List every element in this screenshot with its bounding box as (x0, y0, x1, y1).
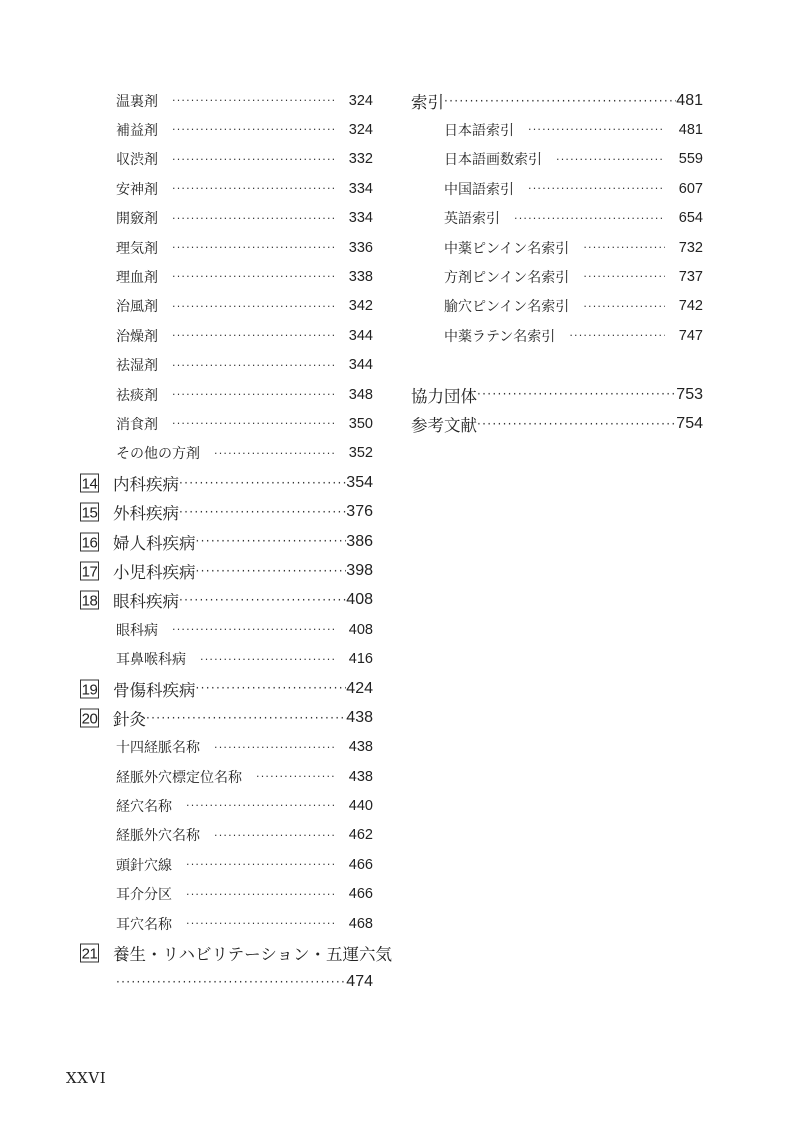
chapter-title: 養生・リハビリテーション・五運六気 (113, 945, 393, 965)
page-number: 334 (348, 210, 373, 227)
toc-entry[interactable] (80, 733, 373, 762)
page-number: 438 (348, 768, 373, 785)
dot-leader (116, 975, 346, 989)
chapter-title: 婦人科疾病 (113, 533, 196, 553)
dot-leader (186, 917, 335, 930)
page-folio: XXVI (66, 1069, 107, 1087)
toc-entry[interactable] (411, 233, 703, 262)
dot-leader (556, 153, 665, 166)
toc-entry[interactable] (80, 86, 373, 115)
page-number: 408 (348, 621, 373, 638)
page-number: 424 (346, 679, 373, 697)
dot-leader (528, 123, 665, 136)
toc-entry[interactable] (411, 174, 703, 203)
chapter-number-badge: 21 (81, 945, 98, 963)
page-number: 559 (678, 151, 703, 168)
toc-entry[interactable] (80, 821, 373, 850)
dot-leader (514, 212, 665, 225)
dot-leader (528, 182, 665, 195)
dot-leader (172, 153, 335, 166)
dot-leader (172, 182, 335, 195)
dot-leader (196, 681, 347, 695)
page-number: 408 (346, 591, 373, 609)
page-number: 348 (348, 386, 373, 403)
toc-entry[interactable] (80, 850, 373, 879)
entry-title: 安神剤 (116, 181, 158, 198)
toc-entry[interactable] (80, 762, 373, 791)
chapter-number-badge: 17 (81, 563, 98, 581)
entry-title: 日本語索引 (444, 123, 514, 140)
page-number: 336 (348, 239, 373, 256)
toc-entry[interactable] (80, 115, 373, 144)
dot-leader (172, 388, 335, 401)
dot-leader (477, 387, 676, 401)
dot-leader (186, 888, 335, 901)
chapter-number-badge: 18 (81, 592, 98, 610)
dot-leader (256, 770, 335, 783)
chapter-title: 小児科疾病 (113, 562, 196, 582)
toc-entry[interactable] (80, 262, 373, 291)
entry-title: 頭針穴線 (116, 857, 172, 874)
page-number: 324 (348, 122, 373, 139)
dot-leader (214, 829, 335, 842)
toc-entry[interactable] (80, 380, 373, 409)
entry-title: 中薬ピンイン名索引 (444, 240, 570, 257)
entry-title: 経脈外穴名称 (116, 828, 200, 845)
page-number: 466 (348, 856, 373, 873)
page-number: 438 (346, 708, 373, 726)
toc-entry[interactable] (80, 880, 373, 909)
toc-chapter-entry[interactable] (80, 938, 393, 967)
page-number: 438 (348, 739, 373, 756)
toc-entry[interactable] (80, 292, 373, 321)
entry-title: 経脈外穴標定位名称 (116, 769, 242, 786)
dot-leader (583, 241, 664, 254)
toc-index-entry[interactable] (411, 86, 703, 115)
toc-entry[interactable] (80, 791, 373, 820)
dot-leader (172, 212, 335, 225)
toc-entry[interactable] (411, 145, 703, 174)
chapter-title: 針灸 (113, 709, 146, 729)
toc-entry[interactable] (80, 439, 373, 468)
toc-entry[interactable] (80, 351, 373, 380)
page-number: 376 (346, 503, 373, 521)
entry-title: 補益剤 (116, 123, 158, 140)
dot-leader (172, 417, 335, 430)
dot-leader (172, 94, 335, 107)
entry-title: 中国語索引 (444, 181, 514, 198)
toc-entry[interactable] (411, 262, 703, 291)
toc-entry[interactable] (411, 204, 703, 233)
entry-title: 開竅剤 (116, 211, 158, 228)
page-number: 466 (348, 886, 373, 903)
entry-title: 中薬ラテン名索引 (444, 328, 556, 345)
page-number: 334 (348, 180, 373, 197)
page-number: 753 (676, 385, 703, 403)
dot-leader (146, 711, 346, 725)
chapter-number-badge: 14 (81, 475, 98, 493)
page-number: 398 (346, 561, 373, 579)
spacer (411, 351, 703, 380)
dot-leader (172, 300, 335, 313)
chapter-title: 外科疾病 (113, 504, 179, 524)
toc-entry[interactable] (80, 644, 373, 673)
chapter-number-badge: 16 (81, 534, 98, 552)
dot-leader (196, 534, 347, 548)
entry-title: 治燥剤 (116, 328, 158, 345)
dot-leader (172, 359, 335, 372)
dot-leader (172, 270, 335, 283)
page-number: 742 (678, 298, 703, 315)
page-number: 416 (348, 651, 373, 668)
page-number: 468 (348, 915, 373, 932)
entry-title: 収渋剤 (116, 152, 158, 169)
dot-leader (444, 94, 676, 108)
page-number: 747 (678, 327, 703, 344)
toc-entry[interactable] (80, 204, 373, 233)
page-number: 344 (348, 357, 373, 374)
entry-title: 耳介分区 (116, 887, 172, 904)
dot-leader (179, 505, 346, 519)
page-number: 342 (348, 298, 373, 315)
page-number: 386 (346, 532, 373, 550)
page-number: 481 (678, 122, 703, 139)
page-number: 481 (676, 91, 703, 109)
dot-leader (172, 329, 335, 342)
dot-leader (583, 270, 664, 283)
toc-chapter-entry[interactable] (80, 497, 373, 526)
toc-chapter-entry[interactable] (80, 703, 373, 732)
chapter-title: 骨傷科疾病 (113, 680, 196, 700)
toc-chapter-entry[interactable] (80, 586, 373, 615)
dot-leader (186, 799, 335, 812)
dot-leader (186, 858, 335, 871)
toc-entry[interactable] (80, 321, 373, 350)
toc-entry[interactable] (80, 174, 373, 203)
entry-title: 耳鼻喉科病 (116, 652, 186, 669)
entry-title: 耳穴名称 (116, 916, 172, 933)
page-number: 732 (678, 239, 703, 256)
entry-title: 十四経脈名称 (116, 740, 200, 757)
page-number: 350 (348, 415, 373, 432)
dot-leader (477, 417, 676, 431)
toc-entry[interactable] (411, 321, 703, 350)
dot-leader (583, 300, 664, 313)
entry-title: 温裏剤 (116, 93, 158, 110)
entry-title: 腧穴ピンイン名索引 (444, 299, 570, 316)
entry-title: 日本語画数索引 (444, 152, 542, 169)
entry-title: 方剤ピンイン名索引 (444, 270, 570, 287)
page-number: 737 (678, 269, 703, 286)
page-number: 354 (346, 473, 373, 491)
toc-entry[interactable] (411, 115, 703, 144)
toc-entry[interactable] (411, 292, 703, 321)
page-number: 332 (348, 151, 373, 168)
page-number: 474 (346, 973, 373, 991)
entry-title: 索引 (411, 92, 444, 112)
entry-title: その他の方剤 (116, 446, 200, 463)
page-number: 344 (348, 327, 373, 344)
entry-title: 治風剤 (116, 299, 158, 316)
toc-entry[interactable] (80, 409, 373, 438)
chapter-title: 眼科疾病 (113, 592, 179, 612)
entry-title: 経穴名称 (116, 799, 172, 816)
page-number: 462 (348, 827, 373, 844)
toc-chapter-continuation[interactable] (80, 968, 373, 997)
page-number: 654 (678, 210, 703, 227)
toc-chapter-entry[interactable] (80, 674, 373, 703)
page-number: 440 (348, 798, 373, 815)
toc-left-column (80, 86, 393, 997)
toc-back-matter-entry[interactable] (411, 409, 703, 438)
dot-leader (179, 593, 346, 607)
chapter-number-badge: 15 (81, 504, 98, 522)
dot-leader (196, 564, 347, 578)
dot-leader (172, 123, 335, 136)
page-number: 352 (348, 445, 373, 462)
toc-entry[interactable] (80, 909, 373, 938)
dot-leader (200, 653, 335, 666)
toc-entry[interactable] (80, 615, 373, 644)
entry-title: 眼科病 (116, 622, 158, 639)
entry-title: 祛湿剤 (116, 358, 158, 375)
dot-leader (569, 329, 664, 342)
entry-title: 理血剤 (116, 270, 158, 287)
page-number: 324 (348, 92, 373, 109)
chapter-number-badge: 20 (81, 710, 98, 728)
page-number: 607 (678, 180, 703, 197)
page-number: 338 (348, 269, 373, 286)
entry-title: 協力団体 (411, 386, 477, 406)
dot-leader (172, 623, 335, 636)
toc-right-column (411, 86, 703, 439)
dot-leader (179, 476, 346, 490)
entry-title: 祛痰剤 (116, 387, 158, 404)
entry-title: 参考文献 (411, 415, 477, 435)
page-number: 754 (676, 414, 703, 432)
toc-entry[interactable] (80, 233, 373, 262)
entry-title: 消食剤 (116, 416, 158, 433)
toc-chapter-entry[interactable] (80, 527, 373, 556)
toc-entry[interactable] (80, 145, 373, 174)
toc-chapter-entry[interactable] (80, 468, 373, 497)
toc-back-matter-entry[interactable] (411, 380, 703, 409)
entry-title: 理気剤 (116, 240, 158, 257)
toc-chapter-entry[interactable] (80, 556, 373, 585)
entry-title: 英語索引 (444, 211, 500, 228)
chapter-title: 内科疾病 (113, 474, 179, 494)
chapter-number-badge: 19 (81, 681, 98, 698)
dot-leader (172, 241, 335, 254)
dot-leader (214, 447, 335, 460)
dot-leader (214, 741, 335, 754)
